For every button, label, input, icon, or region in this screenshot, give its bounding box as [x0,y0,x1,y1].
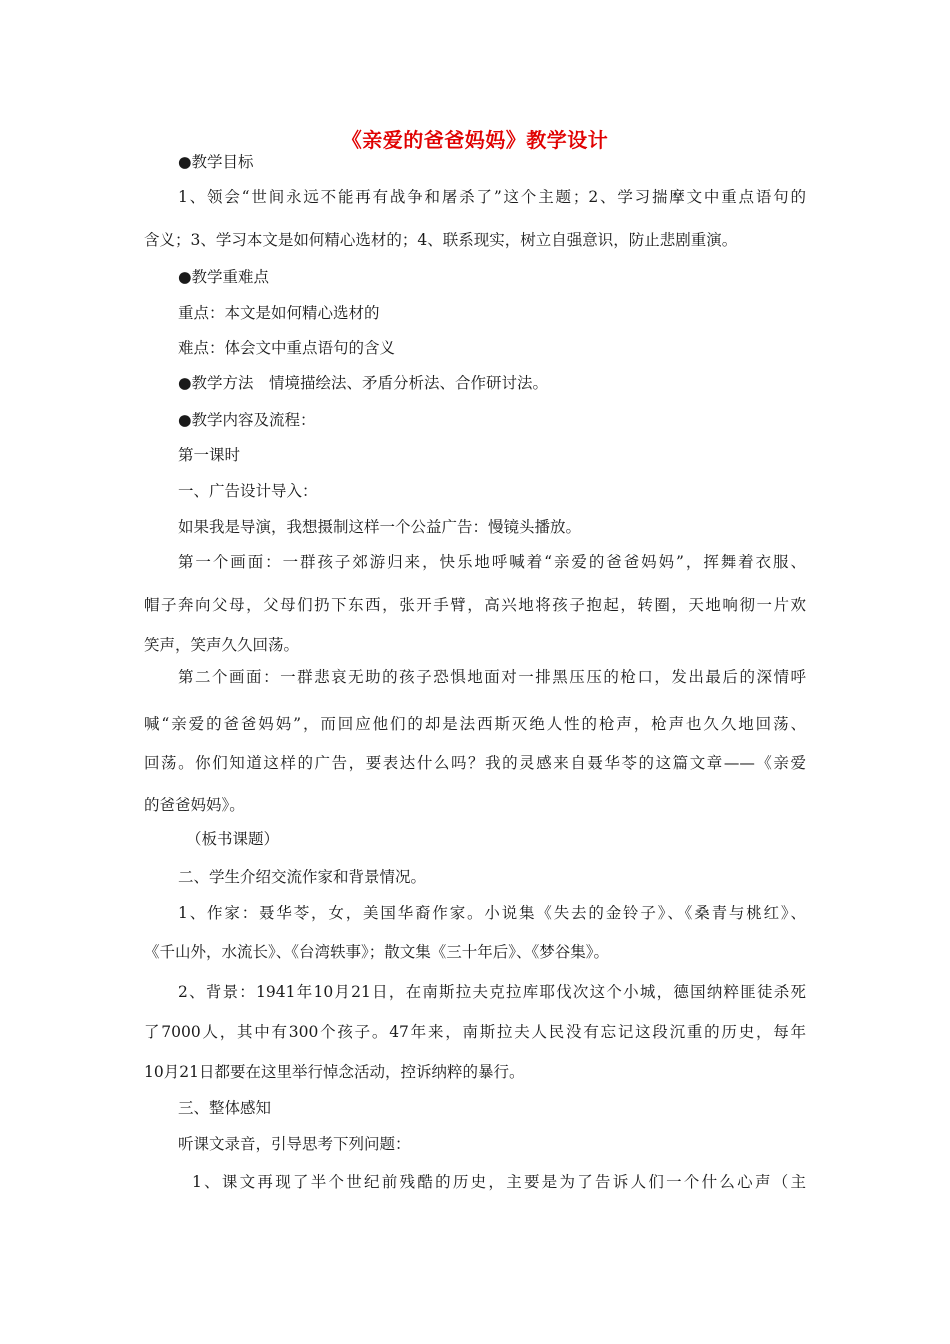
section-heading: 二、学生介绍交流作家和背景情况。 [178,868,427,886]
paragraph-line: （板书课题） [186,830,280,848]
heading-teaching-goals: ●教学目标 [178,153,254,171]
paragraph-line: 第一个画面：一群孩子郊游归来，快乐地呼喊着“亲爱的爸爸妈妈”，挥舞着衣服、 [178,553,806,571]
paragraph-line: 喊“亲爱的爸爸妈妈”，而回应他们的却是法西斯灭绝人性的枪声，枪声也久久地回荡、 [144,715,806,733]
paragraph-line: 了7000人，其中有300个孩子。47年来，南斯拉夫人民没有忘记这段沉重的历史，每年 [144,1023,806,1041]
paragraph-line: 1、领会“世间永远不能再有战争和屠杀了”这个主题；2、学习揣摩文中重点语句的 [178,188,806,206]
paragraph-line: 回荡。你们知道这样的广告，要表达什么吗？我的灵感来自聂华苓的这篇文章——《亲爱 [144,754,806,772]
heading-key-points: ●教学重难点 [178,268,270,286]
paragraph-line: 1、课文再现了半个世纪前残酷的历史，主要是为了告诉人们一个什么心声（主 [192,1173,806,1191]
heading-teaching-methods: ●教学方法 情境描绘法、矛盾分析法、合作研讨法。 [178,374,549,392]
section-heading: 三、整体感知 [178,1099,272,1117]
paragraph-line: 笑声，笑声久久回荡。 [144,636,300,654]
paragraph-line: 《千山外，水流长》、《台湾轶事》；散文集《三十年后》、《梦谷集》。 [144,943,610,961]
section-heading: 一、广告设计导入： [178,482,318,500]
paragraph-line: 含义；3、学习本文是如何精心选材的；4、联系现实，树立自强意识，防止悲剧重演。 [144,231,738,249]
paragraph-line: 10月21日都要在这里举行悼念活动，控诉纳粹的暴行。 [144,1063,525,1081]
paragraph-line: 如果我是导演，我想摄制这样一个公益广告：慢镜头播放。 [178,518,582,536]
paragraph-line: 重点：本文是如何精心选材的 [178,304,380,322]
paragraph-line: 听课文录音，引导思考下列问题： [178,1135,411,1153]
paragraph-line: 难点：体会文中重点语句的含义 [178,339,396,357]
paragraph-line: 第二个画面：一群悲哀无助的孩子恐惧地面对一排黑压压的枪口，发出最后的深情呼 [178,668,806,686]
paragraph-line: 1、作家：聂华苓，女，美国华裔作家。小说集《失去的金铃子》、《桑青与桃红》、 [178,904,806,922]
document-title: 《亲爱的爸爸妈妈》教学设计 [341,128,609,152]
paragraph-line: 帽子奔向父母，父母们扔下东西，张开手臂，高兴地将孩子抱起，转圈，天地响彻一片欢 [144,596,806,614]
paragraph-line: 第一课时 [178,446,241,464]
paragraph-line: 2、背景：1941年10月21日，在南斯拉夫克拉库耶伐次这个小城，德国纳粹匪徒杀死 [178,983,806,1001]
heading-content-flow: ●教学内容及流程： [178,411,316,429]
paragraph-line: 的爸爸妈妈》。 [144,796,245,814]
